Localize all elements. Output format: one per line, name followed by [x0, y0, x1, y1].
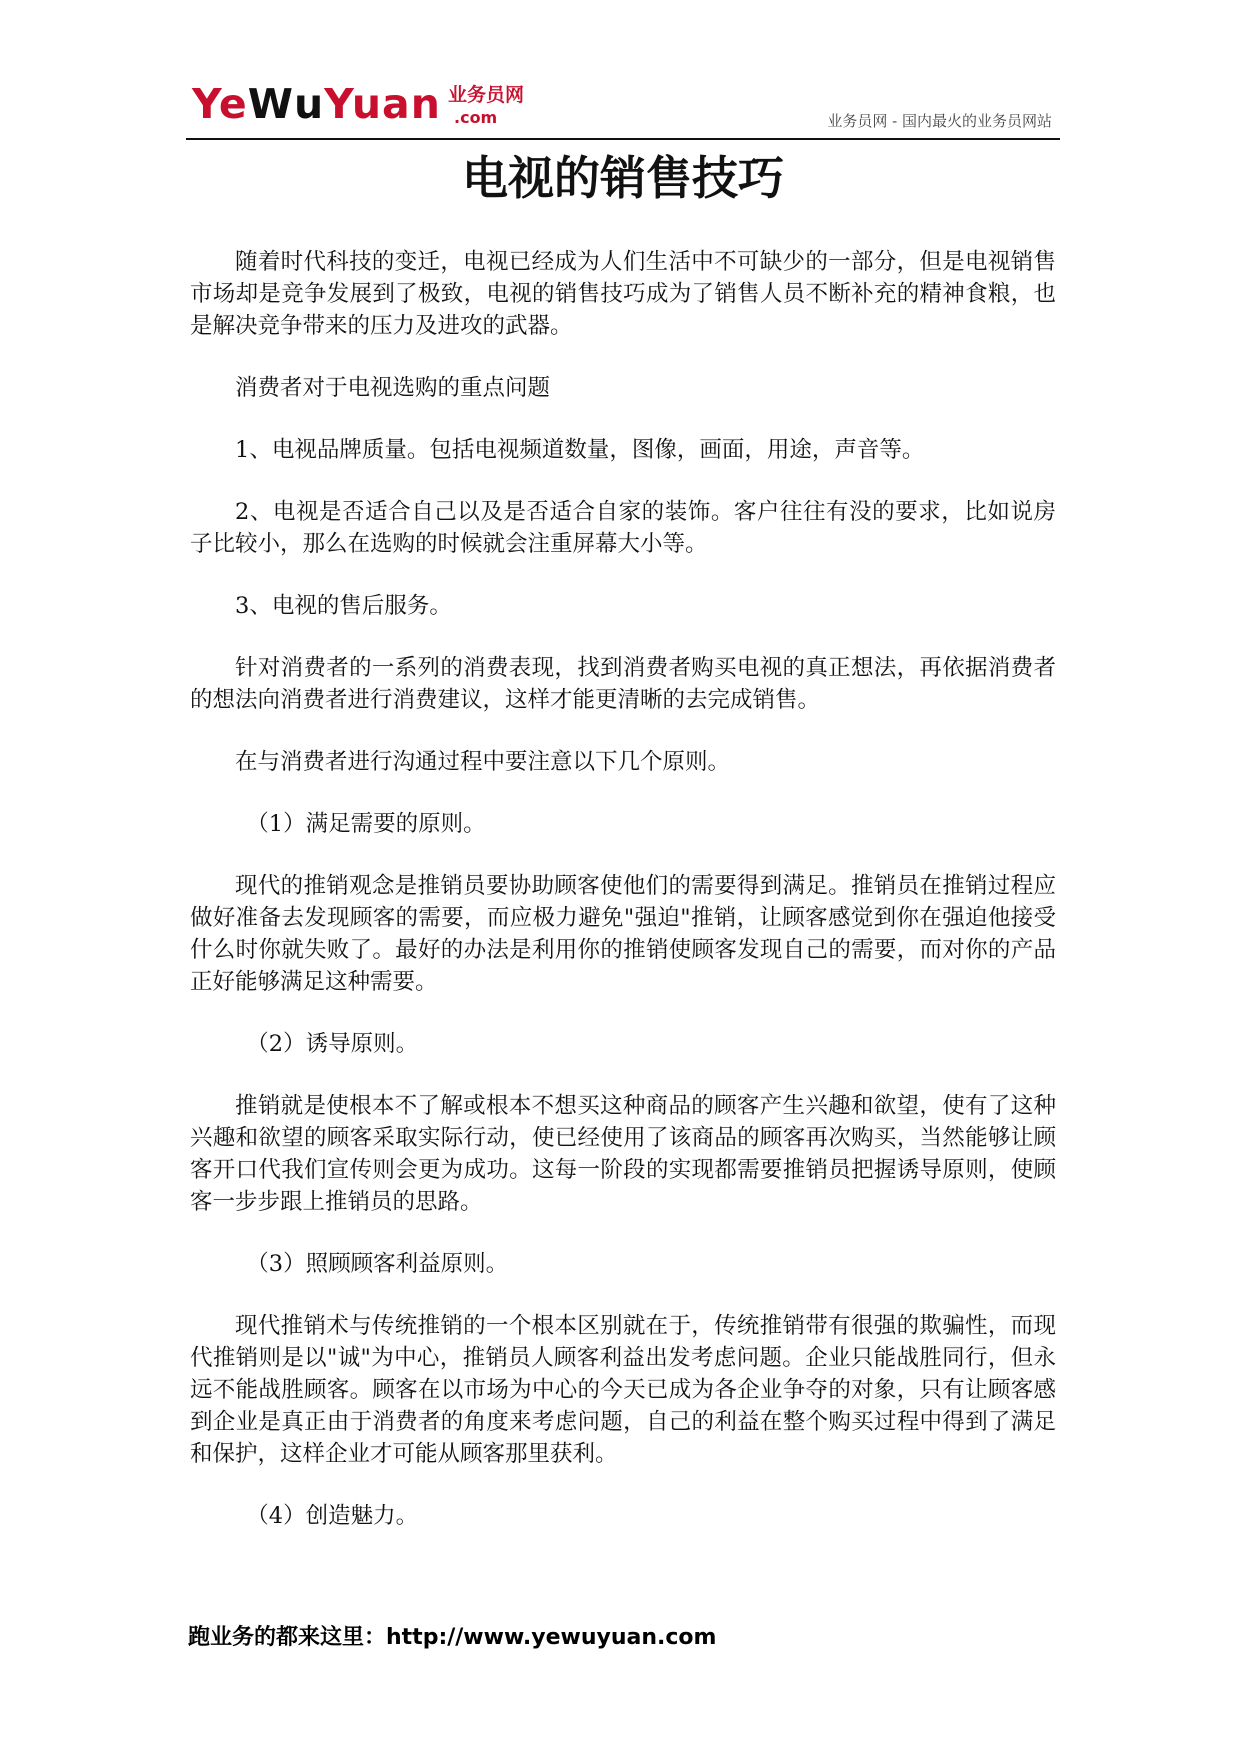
- logo-cn-label: 业务员网: [448, 84, 525, 106]
- logo-part-yuan: Yuan: [324, 80, 441, 128]
- article-paragraph: 在与消费者进行沟通过程中要注意以下几个原则。: [235, 749, 731, 775]
- article-paragraph: 消费者对于电视选购的重点问题: [235, 375, 551, 401]
- site-tagline: 业务员网 - 国内最火的业务员网站: [827, 112, 1052, 130]
- logo-dotcom: .com: [454, 108, 498, 127]
- site-logo[interactable]: [192, 80, 532, 136]
- logo-wordmark: [192, 80, 441, 128]
- article-title: 电视的销售技巧: [462, 151, 784, 205]
- article-paragraph: 针对消费者的一系列的消费表现，找到消费者购买电视的真正想法，再依据消费者的想法向消费者进行消费建议，这样才能更清晰的去完成销售。: [190, 655, 1056, 713]
- section-heading: （2）诱导原则。: [246, 1031, 419, 1057]
- section-heading: （3）照顾顾客利益原则。: [246, 1251, 509, 1277]
- article-paragraph: 推销就是使根本不了解或根本不想买这种商品的顾客产生兴趣和欲望，使有了这种兴趣和欲望的顾客采取实际行动，使已经使用了该商品的顾客再次购买，当然能够让顾客开口代我们宣传则会更为成功。这每一阶段的实现都需要推销员把握诱导原则，使顾客一步步跟上推销员的思路。: [190, 1093, 1056, 1215]
- section-heading: （1）满足需要的原则。: [246, 811, 486, 837]
- article-paragraph: 3、电视的售后服务。: [235, 593, 452, 619]
- page-header: [186, 78, 1060, 140]
- article-body: [190, 246, 1056, 1562]
- article-paragraph: 现代推销术与传统推销的一个根本区别就在于，传统推销带有很强的欺骗性，而现代推销则是以"诚"为中心，推销员人顾客利益出发考虑问题。企业只能战胜同行，但永远不能战胜顾客。顾客在以市场为中心的今天已成为各企业争夺的对象，只有让顾客感到企业是真正由于消费者的角度来考虑问题，自己的利益在整个购买过程中得到了满足和保护，这样企业才可能从顾客那里获利。: [190, 1313, 1056, 1467]
- section-heading: （4）创造魅力。: [246, 1503, 419, 1529]
- article-paragraph: 2、电视是否适合自己以及是否适合自家的装饰。客户往往有没的要求，比如说房子比较小，那么在选购的时候就会注重屏幕大小等。: [190, 499, 1056, 557]
- logo-part-wu: Wu: [247, 80, 325, 128]
- footer-link[interactable]: 跑业务的都来这里：http://www.yewuyuan.com: [188, 1625, 717, 1650]
- article-paragraph: 1、电视品牌质量。包括电视频道数量，图像，画面，用途，声音等。: [235, 437, 925, 463]
- article-paragraph: 现代的推销观念是推销员要协助顾客使他们的需要得到满足。推销员在推销过程应做好准备去发现顾客的需要，而应极力避免"强迫"推销，让顾客感觉到你在强迫他接受什么时你就失败了。最好的办法是利用你的推销使顾客发现自己的需要，而对你的产品正好能够满足这种需要。: [190, 873, 1056, 995]
- article-paragraph: 随着时代科技的变迁，电视已经成为人们生活中不可缺少的一部分，但是电视销售市场却是竞争发展到了极致，电视的销售技巧成为了销售人员不断补充的精神食粮，也是解决竞争带来的压力及进攻的武器。: [190, 249, 1056, 339]
- logo-part-ye: Ye: [192, 80, 248, 128]
